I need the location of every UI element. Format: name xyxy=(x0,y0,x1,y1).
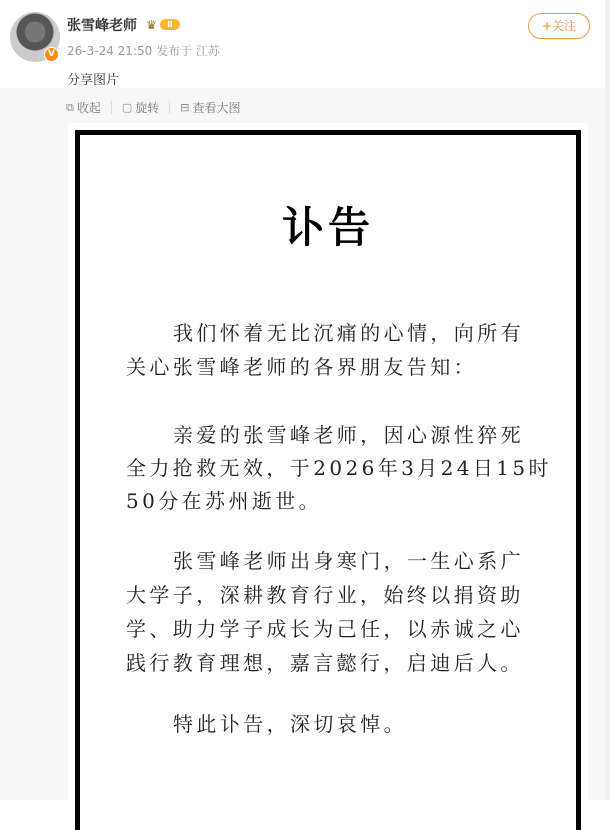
author-name[interactable]: 张雪峰老师 xyxy=(67,18,137,34)
notice-image[interactable] xyxy=(68,123,588,800)
notice-line: 大学子，深耕教育行业，始终以捐资助 xyxy=(126,583,524,607)
post-meta xyxy=(67,42,220,59)
collapse-label: 收起 xyxy=(76,101,101,115)
view-large-label: 查看大图 xyxy=(192,101,241,115)
member-level-badge[interactable] xyxy=(146,17,180,32)
view-large-button[interactable] xyxy=(180,99,240,116)
divider xyxy=(111,101,112,114)
divider xyxy=(169,101,170,114)
level-label: Ⅱ xyxy=(160,19,180,30)
post-text: 分享图片 xyxy=(67,73,120,88)
rotate-icon: ▢ xyxy=(121,101,133,114)
verified-badge: V xyxy=(44,47,59,62)
notice-line: 50分在苏州逝世。 xyxy=(126,489,323,513)
notice-title: 讣告 xyxy=(281,203,374,252)
notice-line: 践行教育理想，嘉言懿行，启迪后人。 xyxy=(126,651,524,675)
location: 发布于 江苏 xyxy=(156,44,220,58)
scrollbar[interactable] xyxy=(605,0,610,800)
collapse-button[interactable] xyxy=(66,99,101,116)
notice-line: 亲爱的张雪峰老师，因心源性猝死 xyxy=(173,423,524,447)
crown-icon: ♛ xyxy=(146,18,157,32)
rotate-button[interactable] xyxy=(122,99,159,116)
notice-line: 我们怀着无比沉痛的心情，向所有 xyxy=(173,321,524,345)
notice-line: 关心张雪峰老师的各界朋友告知： xyxy=(126,355,477,379)
rotate-label: 旋转 xyxy=(135,101,160,115)
image-toolbar xyxy=(66,99,241,116)
notice-line: 全力抢救无效，于2026年3月24日15时 xyxy=(126,456,552,480)
notice-line: 学、助力学子成长为己任，以赤诚之心 xyxy=(126,617,524,641)
notice-line: 特此讣告，深切哀悼。 xyxy=(173,712,407,736)
notice-line: 张雪峰老师出身寒门，一生心系广 xyxy=(173,549,524,573)
image-icon: ⊟ xyxy=(180,101,190,114)
follow-button[interactable]: +关注 xyxy=(528,13,590,39)
timestamp[interactable]: 26-3-24 21:50 xyxy=(67,44,153,58)
collapse-icon: ⧉ xyxy=(66,100,74,114)
